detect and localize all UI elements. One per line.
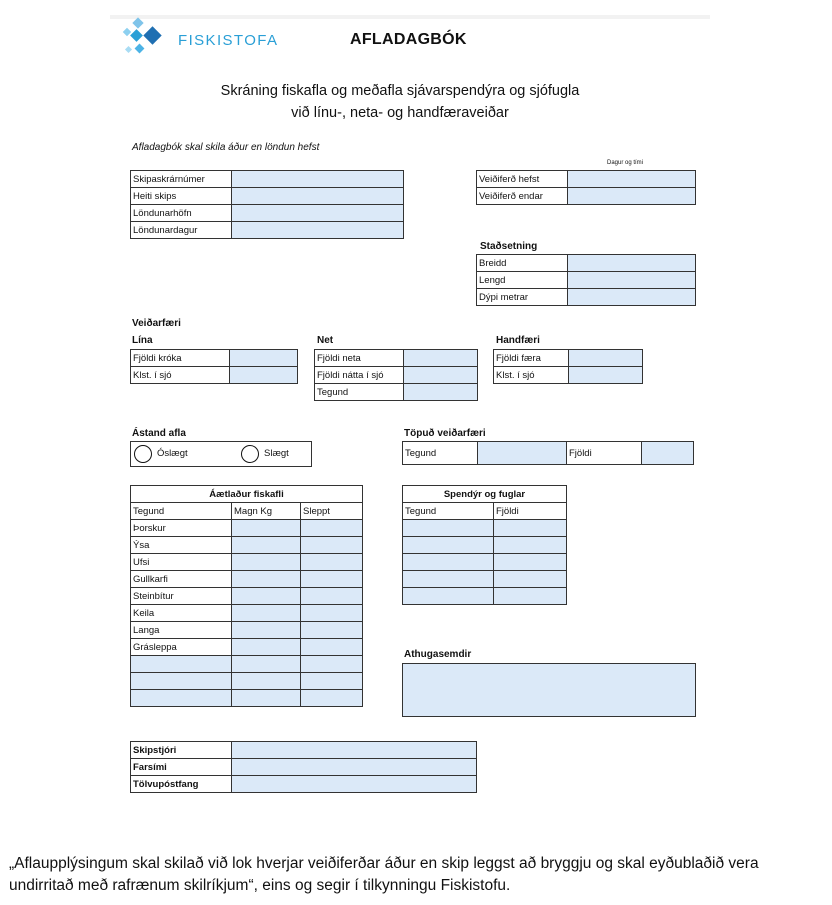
table-row <box>477 272 696 289</box>
table-row <box>131 503 363 520</box>
table-row <box>131 205 404 222</box>
position-table <box>476 254 696 306</box>
species-label: Ufsi <box>131 554 232 571</box>
table-row <box>477 188 696 205</box>
slaughtered-radio[interactable] <box>241 445 259 463</box>
field-label: Skipstjóri <box>131 742 232 759</box>
field-input[interactable] <box>568 255 696 272</box>
document-title: AFLADAGBÓK <box>350 31 467 48</box>
table-row <box>403 486 567 503</box>
field-label: Klst. í sjó <box>131 367 230 384</box>
catch-condition-title: Ástand afla <box>132 428 186 439</box>
field-input[interactable] <box>642 442 694 465</box>
table-row <box>131 571 363 588</box>
table-row <box>131 171 404 188</box>
field-input[interactable] <box>568 171 696 188</box>
field-label: Heiti skips <box>131 188 232 205</box>
amount-input[interactable] <box>232 537 301 554</box>
count-input[interactable] <box>494 520 567 537</box>
net-title: Net <box>317 335 334 346</box>
species-label: Þorskur <box>131 520 232 537</box>
field-label: Fjöldi neta <box>315 350 404 367</box>
count-input[interactable] <box>494 571 567 588</box>
field-label: Klst. í sjó <box>494 367 569 384</box>
released-input[interactable] <box>301 520 363 537</box>
field-label: Farsími <box>131 759 232 776</box>
table-row <box>131 656 363 673</box>
released-input[interactable] <box>301 673 363 690</box>
table-row <box>131 222 404 239</box>
form-document <box>110 15 710 805</box>
date-time-header: Dagur og tími <box>607 160 644 166</box>
amount-input[interactable] <box>232 571 301 588</box>
count-input[interactable] <box>494 537 567 554</box>
column-header: Magn Kg <box>232 503 301 520</box>
table-row <box>131 673 363 690</box>
field-input[interactable] <box>232 188 404 205</box>
count-input[interactable] <box>494 554 567 571</box>
fiskistofa-logo <box>120 15 280 60</box>
released-input[interactable] <box>301 571 363 588</box>
species-label: Grásleppa <box>131 639 232 656</box>
logo-text: FISKISTOFA <box>178 32 279 49</box>
column-header: Fjöldi <box>494 503 567 520</box>
column-header: Tegund <box>403 503 494 520</box>
unslaughtered-label: Óslægt <box>157 448 188 459</box>
table-row <box>403 554 567 571</box>
amount-input[interactable] <box>232 639 301 656</box>
mammals-birds-table <box>402 485 567 605</box>
amount-input[interactable] <box>232 605 301 622</box>
trip-table <box>476 170 696 205</box>
table-row <box>403 571 567 588</box>
estimated-catch-table <box>130 485 363 707</box>
table-row <box>477 255 696 272</box>
species-label: Keila <box>131 605 232 622</box>
released-input[interactable] <box>301 605 363 622</box>
amount-input[interactable] <box>232 690 301 707</box>
amount-input[interactable] <box>232 588 301 605</box>
amount-input[interactable] <box>232 673 301 690</box>
table-row <box>131 554 363 571</box>
field-input[interactable] <box>230 367 298 384</box>
species-label: Langa <box>131 622 232 639</box>
amount-input[interactable] <box>232 622 301 639</box>
table-row <box>131 776 477 793</box>
table-row <box>131 639 363 656</box>
field-label: Fjöldi króka <box>131 350 230 367</box>
field-label: Veiðiferð endar <box>477 188 568 205</box>
vessel-info-table <box>130 170 404 239</box>
table-row <box>403 442 694 465</box>
lost-gear-title: Töpuð veiðarfæri <box>404 428 486 439</box>
field-label: Lengd <box>477 272 568 289</box>
field-label: Löndunarhöfn <box>131 205 232 222</box>
handline-table <box>493 349 643 384</box>
lost-gear-table <box>402 441 694 465</box>
field-label: Fjöldi nátta í sjó <box>315 367 404 384</box>
field-input[interactable] <box>568 289 696 306</box>
field-label: Löndunardagur <box>131 222 232 239</box>
field-label: Dýpi metrar <box>477 289 568 306</box>
table-row <box>131 188 404 205</box>
count-input[interactable] <box>494 588 567 605</box>
table-row <box>131 759 477 776</box>
table-row <box>131 350 298 367</box>
table-row <box>315 367 478 384</box>
released-input[interactable] <box>301 656 363 673</box>
released-input[interactable] <box>301 622 363 639</box>
table-row <box>131 742 477 759</box>
amount-input[interactable] <box>232 554 301 571</box>
unslaughtered-radio[interactable] <box>134 445 152 463</box>
amount-input[interactable] <box>232 520 301 537</box>
field-label: Veiðiferð hefst <box>477 171 568 188</box>
field-input[interactable] <box>232 776 477 793</box>
species-input[interactable] <box>403 588 494 605</box>
table-row <box>131 690 363 707</box>
subtitle-line-1: Skráning fiskafla og meðafla sjávarspendýra og sjófugla <box>220 83 580 99</box>
field-input[interactable] <box>569 367 643 384</box>
table-row <box>131 537 363 554</box>
amount-input[interactable] <box>232 656 301 673</box>
released-input[interactable] <box>301 554 363 571</box>
estimated-catch-title: Áætlaður fiskafli <box>131 486 363 503</box>
field-input[interactable] <box>478 442 567 465</box>
position-title: Staðsetning <box>480 241 538 252</box>
field-input[interactable] <box>230 350 298 367</box>
table-row <box>477 171 696 188</box>
field-input[interactable] <box>232 742 477 759</box>
released-input[interactable] <box>301 588 363 605</box>
field-label: Tegund <box>403 442 478 465</box>
net-table <box>314 349 478 401</box>
table-row <box>315 350 478 367</box>
caption-text: „Aflaupplýsingum skal skilað við lok hverjar veiðiferðar áður en skip leggst að bryggju og skal eyðublaðið vera undirritað með rafrænum skilríkjum“, eins og segir í tilkynningu Fiskistofu. <box>9 855 759 894</box>
table-row <box>477 289 696 306</box>
table-row <box>494 367 643 384</box>
field-label: Skipaskrárnúmer <box>131 171 232 188</box>
table-row <box>315 384 478 401</box>
column-header: Tegund <box>131 503 232 520</box>
column-header: Sleppt <box>301 503 363 520</box>
slaughtered-label: Slægt <box>264 448 289 459</box>
field-input[interactable] <box>568 188 696 205</box>
species-input[interactable] <box>403 554 494 571</box>
mammals-birds-title: Spendýr og fuglar <box>403 486 567 503</box>
captain-table <box>130 741 477 793</box>
gear-title: Veiðarfæri <box>132 318 181 329</box>
fiskistofa-logo-diamonds-icon <box>120 15 170 59</box>
species-input[interactable] <box>131 673 232 690</box>
species-input[interactable] <box>403 537 494 554</box>
field-label: Fjöldi <box>567 442 642 465</box>
field-input[interactable] <box>232 171 404 188</box>
field-input[interactable] <box>569 350 643 367</box>
table-row <box>403 520 567 537</box>
species-input[interactable] <box>131 656 232 673</box>
released-input[interactable] <box>301 690 363 707</box>
table-row <box>131 588 363 605</box>
table-row <box>131 520 363 537</box>
species-label: Steinbítur <box>131 588 232 605</box>
handline-title: Handfæri <box>496 335 540 346</box>
field-input[interactable] <box>404 367 478 384</box>
submission-note: Afladagbók skal skila áður en löndun hefst <box>132 142 320 153</box>
field-input[interactable] <box>232 222 404 239</box>
table-row <box>131 486 363 503</box>
field-label: Tegund <box>315 384 404 401</box>
field-input[interactable] <box>404 350 478 367</box>
table-row <box>403 537 567 554</box>
species-label: Gullkarfi <box>131 571 232 588</box>
field-input[interactable] <box>232 205 404 222</box>
table-row <box>403 588 567 605</box>
field-label: Fjöldi færa <box>494 350 569 367</box>
comments-field[interactable] <box>402 663 696 717</box>
catch-condition-options <box>130 441 312 467</box>
species-input[interactable] <box>131 690 232 707</box>
comments-title: Athugasemdir <box>404 649 472 660</box>
line-table <box>130 349 298 384</box>
species-input[interactable] <box>403 571 494 588</box>
table-row <box>131 605 363 622</box>
table-row <box>494 350 643 367</box>
field-label: Tölvupóstfang <box>131 776 232 793</box>
species-label: Ýsa <box>131 537 232 554</box>
field-input[interactable] <box>568 272 696 289</box>
field-input[interactable] <box>232 759 477 776</box>
field-label: Breidd <box>477 255 568 272</box>
table-row <box>403 503 567 520</box>
document-subtitle <box>200 80 600 124</box>
species-input[interactable] <box>403 520 494 537</box>
line-title: Lína <box>132 335 153 346</box>
released-input[interactable] <box>301 537 363 554</box>
table-row <box>131 622 363 639</box>
released-input[interactable] <box>301 639 363 656</box>
table-row <box>131 367 298 384</box>
field-input[interactable] <box>404 384 478 401</box>
subtitle-line-2: við línu-, neta- og handfæraveiðar <box>291 105 509 121</box>
